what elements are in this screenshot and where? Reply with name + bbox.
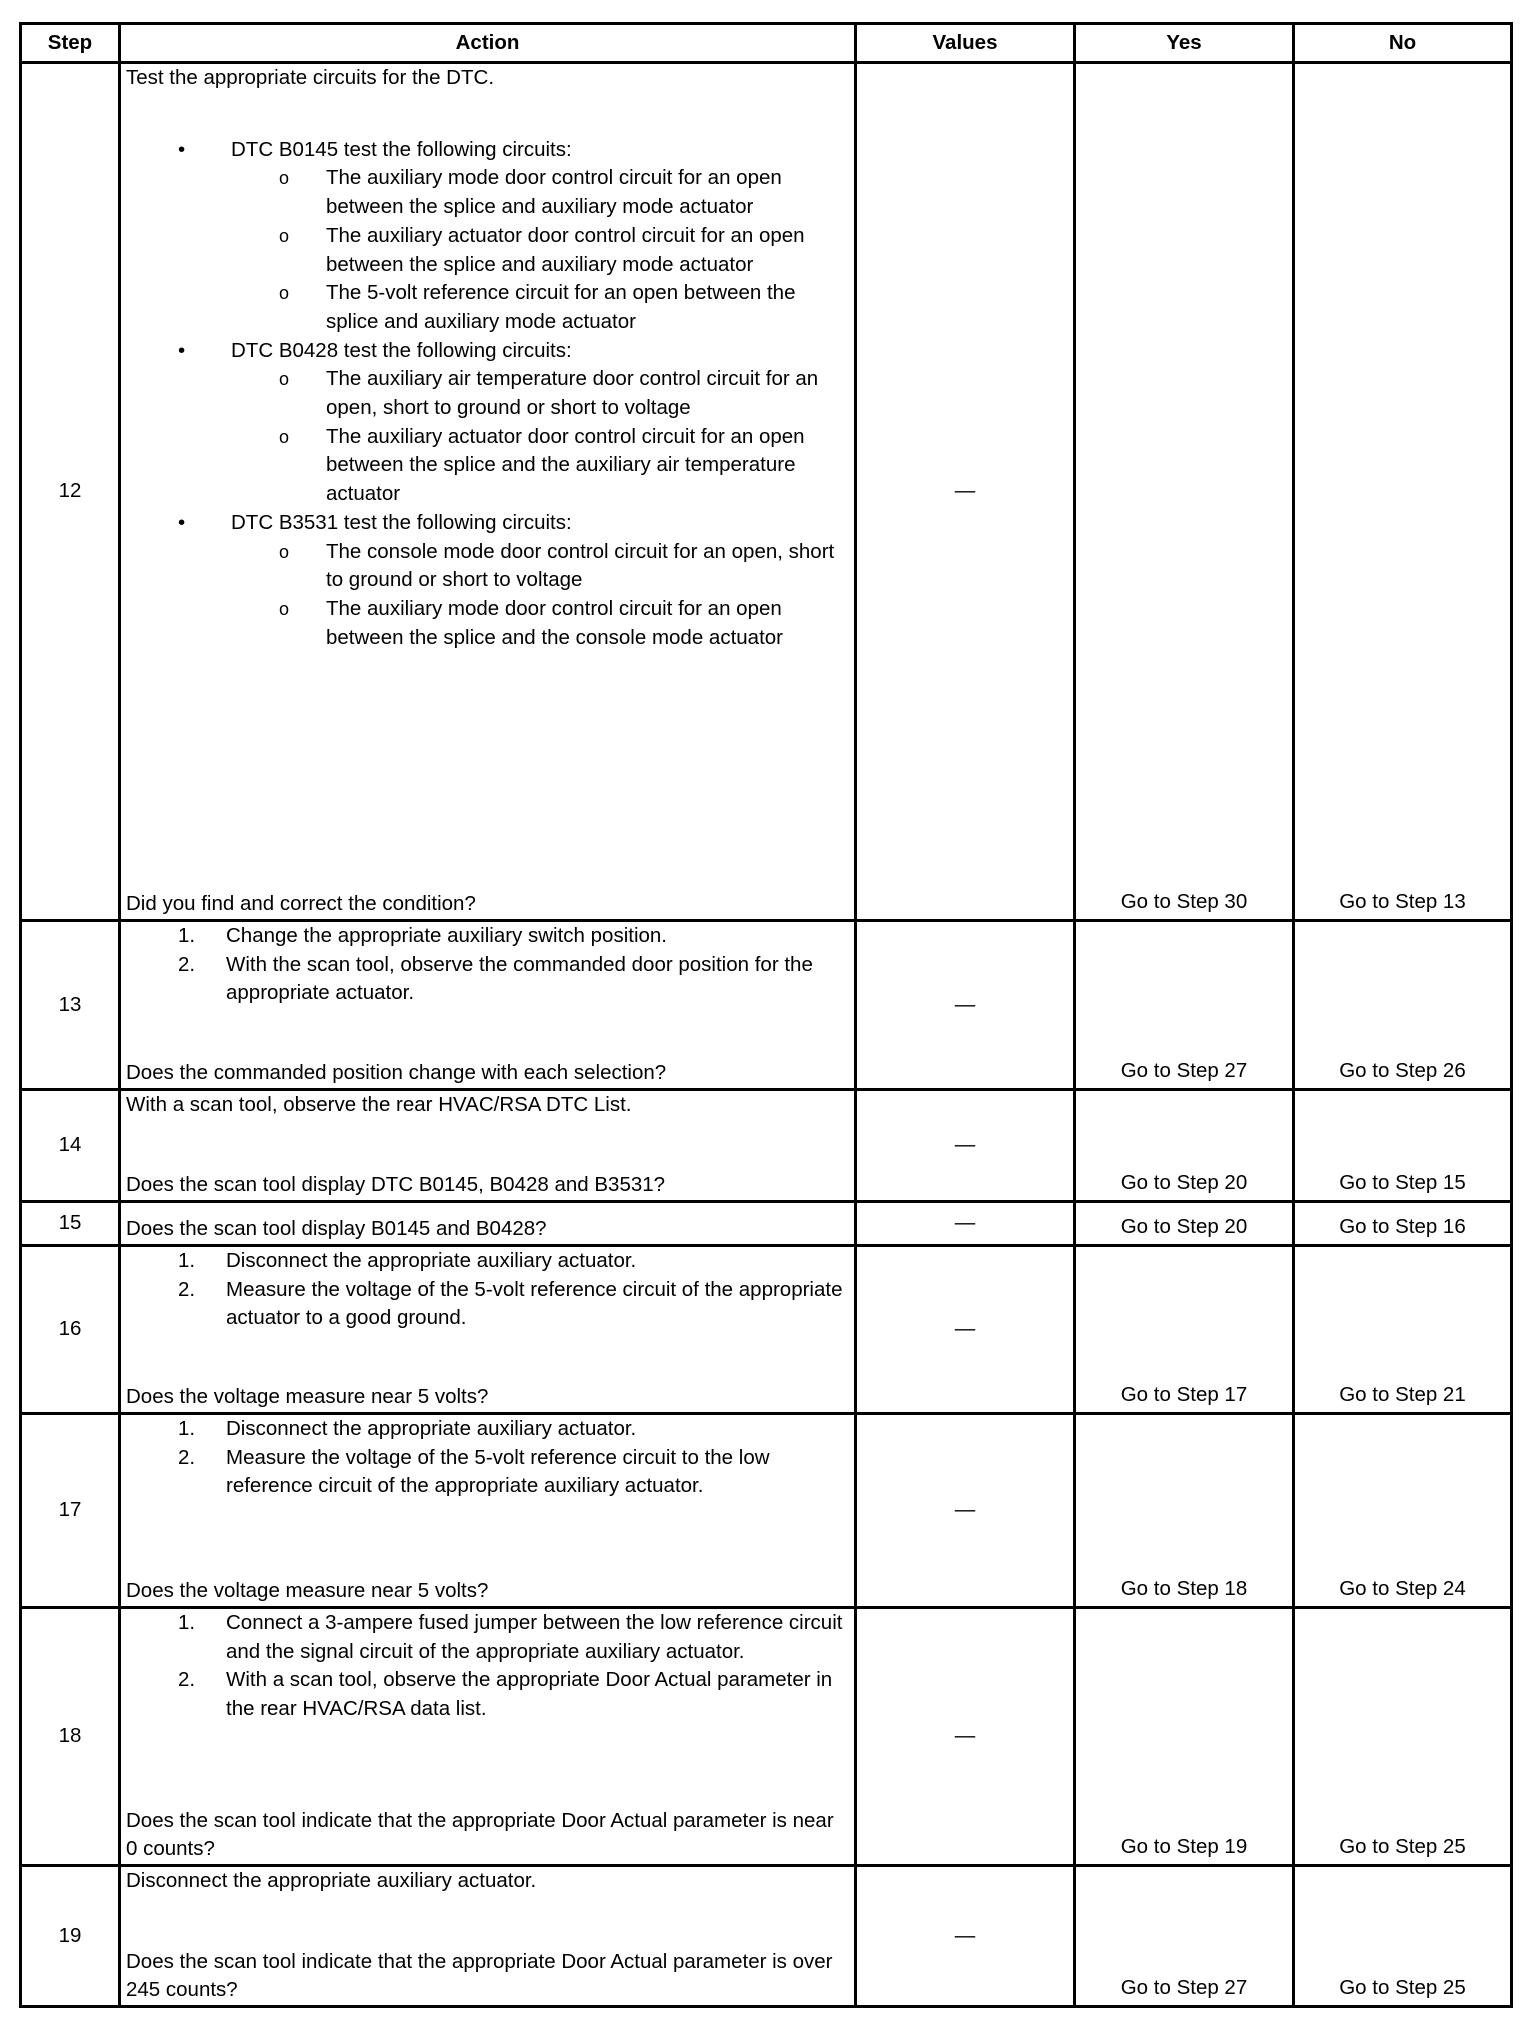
action-content: [126, 1247, 849, 1412]
bullet-text: DTC B3531 test the following circuits:: [231, 510, 572, 534]
action-question: Does the voltage measure near 5 volts?: [126, 1579, 489, 1603]
bullet-icon: •: [178, 137, 186, 161]
header-action: Action: [120, 24, 856, 63]
table-row: [21, 63, 1512, 921]
no-result: Go to Step 25: [1294, 1866, 1512, 2007]
sub-bullet-item: [126, 595, 849, 652]
values-cell: —: [856, 1202, 1075, 1246]
sub-bullet-text: The auxiliary actuator door control circuit for an open between the splice and the auxiliary air temperature actuator: [326, 424, 805, 506]
step-marker: 1.: [178, 1249, 196, 1272]
spacer: [126, 93, 849, 136]
action-question: Does the commanded position change with each selection?: [126, 1061, 667, 1085]
sub-bullet-text: The auxiliary mode door control circuit for an open between the splice and the console mode actuator: [326, 596, 783, 649]
sub-bullet-item: [126, 538, 849, 595]
yes-result: Go to Step 18: [1075, 1414, 1294, 1608]
values-cell: —: [856, 1866, 1075, 2007]
bullet-text: DTC B0428 test the following circuits:: [231, 338, 572, 362]
sub-bullet-text: The auxiliary mode door control circuit for an open between the splice and auxiliary mode actuator: [326, 166, 782, 219]
circle-bullet-icon: o: [279, 283, 290, 304]
action-instructions: [126, 1867, 849, 1896]
sub-bullet-text: The auxiliary actuator door control circuit for an open between the splice and auxiliary mode actuator: [326, 223, 805, 276]
action-question: Does the scan tool display B0145 and B0428?: [126, 1217, 547, 1241]
action-cell: [120, 1414, 856, 1608]
bullet-text: DTC B0145 test the following circuits:: [231, 137, 572, 161]
step-number: 13: [21, 921, 120, 1090]
sub-bullet-item: [126, 279, 849, 336]
step-number: 14: [21, 1090, 120, 1202]
numbered-step: [126, 1415, 849, 1444]
step-number: 18: [21, 1608, 120, 1866]
numbered-step-text: Change the appropriate auxiliary switch position.: [226, 924, 668, 947]
numbered-step-text: With a scan tool, observe the appropriate Door Actual parameter in the rear HVAC/RSA data list.: [226, 1668, 833, 1721]
action-question: Does the voltage measure near 5 volts?: [126, 1385, 489, 1409]
circle-bullet-icon: o: [279, 369, 290, 390]
action-question: Does the scan tool indicate that the appropriate Door Actual parameter is near 0 counts?: [126, 1808, 834, 1861]
step-marker: 1.: [178, 1611, 196, 1634]
step-marker: 1.: [178, 924, 196, 947]
action-content: [126, 1091, 849, 1200]
yes-result: Go to Step 20: [1075, 1090, 1294, 1202]
yes-result: Go to Step 27: [1075, 1866, 1294, 2007]
numbered-step-text: Measure the voltage of the 5-volt reference circuit of the appropriate actuator to a good ground.: [226, 1277, 843, 1330]
header-values: Values: [856, 24, 1075, 63]
action-question: Does the scan tool indicate that the appropriate Door Actual parameter is over 245 counts?: [126, 1949, 833, 2002]
step-number: 16: [21, 1246, 120, 1414]
table-row: [21, 921, 1512, 1090]
bullet-item: [126, 509, 849, 538]
sub-bullet-text: The 5-volt reference circuit for an open between the splice and auxiliary mode actuator: [326, 281, 796, 333]
numbered-step: [126, 1276, 849, 1333]
action-instructions: [126, 64, 849, 652]
circle-bullet-icon: o: [279, 225, 290, 246]
numbered-step: [126, 951, 849, 1008]
yes-result: Go to Step 19: [1075, 1608, 1294, 1866]
sub-bullet-item: [126, 164, 849, 221]
numbered-step: [126, 922, 849, 951]
circle-bullet-icon: o: [279, 168, 290, 189]
step-number: 15: [21, 1202, 120, 1246]
numbered-step-text: With the scan tool, observe the commanded door position for the appropriate actuator.: [226, 952, 813, 1005]
yes-result: Go to Step 20: [1075, 1202, 1294, 1246]
header-step: Step: [21, 24, 120, 63]
numbered-step: [126, 1444, 849, 1501]
action-question: Did you find and correct the condition?: [126, 892, 476, 916]
sub-bullet-item: [126, 222, 849, 279]
action-content: [126, 1415, 849, 1606]
action-instructions: [126, 1091, 849, 1120]
action-cell: [120, 921, 856, 1090]
action-intro: Disconnect the appropriate auxiliary actuator.: [126, 1869, 537, 1892]
bullet-item: [126, 136, 849, 165]
action-cell: [120, 1202, 856, 1246]
numbered-step-text: Connect a 3-ampere fused jumper between the low reference circuit and the signal circuit of the appropriate auxiliary actuator.: [226, 1611, 843, 1663]
action-intro: Test the appropriate circuits for the DTC.: [126, 66, 495, 89]
no-result: Go to Step 16: [1294, 1202, 1512, 1246]
table-row: [21, 1608, 1512, 1866]
table-row: [21, 1414, 1512, 1608]
numbered-step: [126, 1666, 849, 1723]
circle-bullet-icon: o: [279, 541, 290, 562]
action-cell: [120, 63, 856, 921]
action-cell: [120, 1090, 856, 1202]
yes-result: Go to Step 17: [1075, 1246, 1294, 1414]
header-row: [21, 24, 1512, 63]
numbered-step-text: Measure the voltage of the 5-volt reference circuit to the low reference circuit of the appropriate auxiliary actuator.: [226, 1445, 770, 1498]
sub-bullet-item: [126, 365, 849, 422]
no-result: Go to Step 25: [1294, 1608, 1512, 1866]
step-number: 17: [21, 1414, 120, 1608]
numbered-step-text: Disconnect the appropriate auxiliary actuator.: [226, 1417, 637, 1440]
table-row: [21, 1090, 1512, 1202]
table-row: [21, 1246, 1512, 1414]
step-marker: 2.: [178, 952, 196, 976]
step-number: 12: [21, 63, 120, 921]
action-instructions: [126, 1247, 849, 1333]
step-number: 19: [21, 1866, 120, 2007]
action-instructions: [126, 1609, 849, 1724]
no-result: Go to Step 13: [1294, 63, 1512, 921]
values-cell: —: [856, 1090, 1075, 1202]
sub-bullet-text: The auxiliary air temperature door control circuit for an open, short to ground or short to voltage: [326, 367, 819, 420]
no-result: Go to Step 15: [1294, 1090, 1512, 1202]
action-cell: [120, 1608, 856, 1866]
step-marker: 2.: [178, 1277, 196, 1301]
action-cell: [120, 1246, 856, 1414]
values-cell: —: [856, 63, 1075, 921]
table-row: [21, 1202, 1512, 1246]
yes-result: Go to Step 30: [1075, 63, 1294, 921]
numbered-step: [126, 1247, 849, 1276]
header-yes: Yes: [1075, 24, 1294, 63]
step-marker: 1.: [178, 1417, 196, 1440]
values-cell: —: [856, 1608, 1075, 1866]
action-instructions: [126, 1415, 849, 1501]
bullet-icon: •: [178, 338, 186, 362]
sub-bullet-text: The console mode door control circuit for an open, short to ground or short to voltage: [326, 539, 835, 592]
action-content: [126, 64, 849, 919]
no-result: Go to Step 26: [1294, 921, 1512, 1090]
no-result: Go to Step 24: [1294, 1414, 1512, 1608]
step-marker: 2.: [178, 1668, 196, 1692]
action-content: [126, 1867, 849, 2005]
no-result: Go to Step 21: [1294, 1246, 1512, 1414]
action-question: Does the scan tool display DTC B0145, B0428 and B3531?: [126, 1173, 666, 1197]
action-cell: [120, 1866, 856, 2007]
values-cell: —: [856, 1246, 1075, 1414]
circle-bullet-icon: o: [279, 598, 290, 619]
yes-result: Go to Step 27: [1075, 921, 1294, 1090]
action-intro: With a scan tool, observe the rear HVAC/RSA DTC List.: [126, 1093, 632, 1116]
action-content: [126, 1609, 849, 1864]
sub-bullet-item: [126, 423, 849, 509]
action-content: [126, 1203, 849, 1244]
header-no: No: [1294, 24, 1512, 63]
step-marker: 2.: [178, 1445, 196, 1469]
bullet-item: [126, 337, 849, 366]
action-instructions: [126, 922, 849, 1008]
diagnostic-table: [19, 22, 1513, 2008]
table-row: [21, 1866, 1512, 2007]
numbered-step-text: Disconnect the appropriate auxiliary actuator.: [226, 1249, 637, 1272]
values-cell: —: [856, 1414, 1075, 1608]
bullet-icon: •: [178, 510, 186, 534]
circle-bullet-icon: o: [279, 426, 290, 447]
values-cell: —: [856, 921, 1075, 1090]
action-content: [126, 922, 849, 1088]
numbered-step: [126, 1609, 849, 1666]
